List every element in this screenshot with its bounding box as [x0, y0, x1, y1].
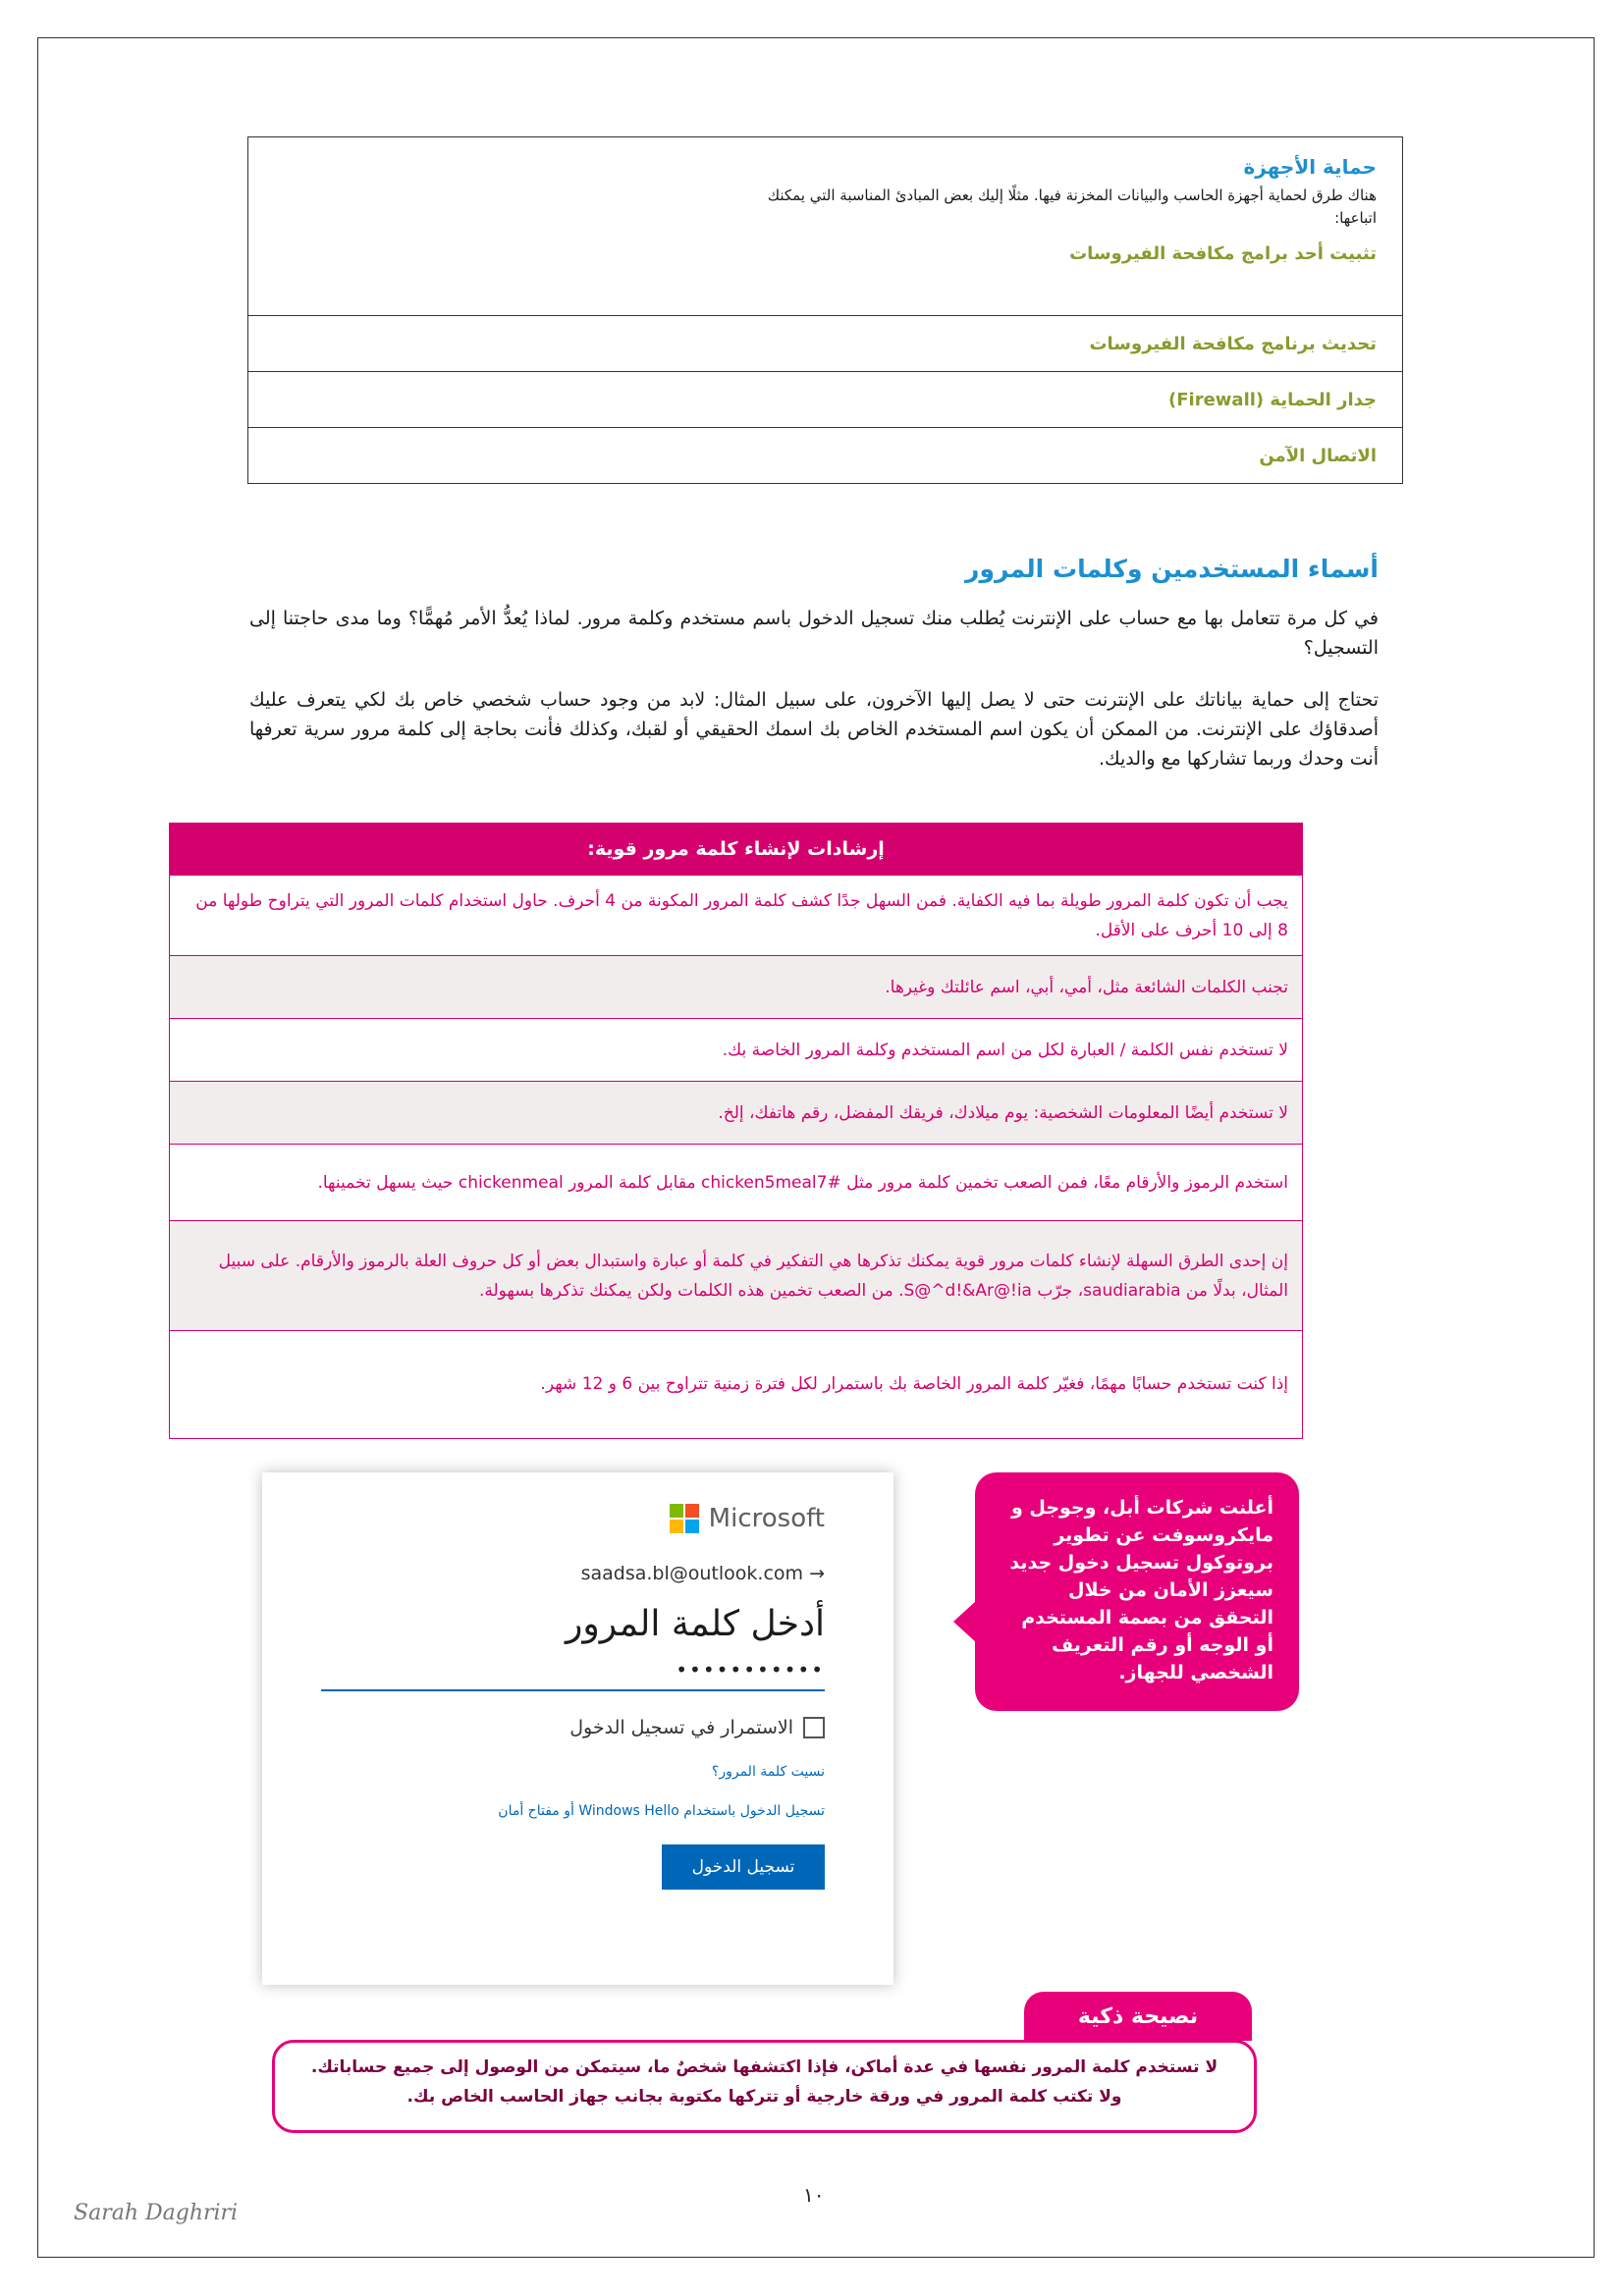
callout-pointer: [953, 1600, 977, 1643]
keep-signed-in-label: الاستمرار في تسجيل الدخول: [569, 1717, 793, 1738]
guideline-row: يجب أن تكون كلمة المرور طويلة بما فيه الكفاية. فمن السهل جدًا كشف كلمة المرور المكونة من 4 أحرف. حاول استخدام كلمات المرور التي يتراوح طولها من 8 إلى 10 أحرف على الأقل.: [170, 875, 1302, 955]
device-protection-item: تثبيت أحد برامج مكافحة الفيروسات: [1069, 243, 1377, 264]
smart-tip-box: [272, 2040, 1257, 2133]
guidelines-title: إرشادات لإنشاء كلمة مرور قوية:: [170, 824, 1302, 875]
login-title: أدخل كلمة المرور: [565, 1604, 825, 1644]
smart-tip-title: نصيحة ذكية: [1024, 1992, 1252, 2041]
device-protection-table: [247, 136, 1403, 484]
device-protection-title: حماية الأجهزة: [1243, 155, 1377, 179]
smart-tip-line: لا تستخدم كلمة المرور نفسها في عدة أماكن، فإذا اكتشفها شخصٌ ما، سيتمكن من الوصول إلى جميع حساباتك.: [310, 2057, 1218, 2077]
device-protection-item: تحديث برنامج مكافحة الفيروسات: [248, 316, 1402, 372]
guideline-row: لا تستخدم نفس الكلمة / العبارة لكل من اسم المستخدم وكلمة المرور الخاصة بك.: [170, 1018, 1302, 1081]
page-number: ١٠: [803, 2183, 825, 2207]
account-email[interactable]: saadsa.bl@outlook.com →: [580, 1563, 825, 1584]
password-input[interactable]: •••••••••••: [321, 1658, 825, 1691]
forgot-password-link[interactable]: نسيت كلمة المرور؟: [711, 1764, 825, 1780]
section-title: أسماء المستخدمين وكلمات المرور: [965, 555, 1379, 583]
guideline-row: إذا كنت تستخدم حسابًا مهمًا، فغيّر كلمة المرور الخاصة بك باستمرار لكل فترة زمنية تتراوح بين 6 و 12 شهر.: [170, 1330, 1302, 1436]
device-protection-text: هناك طرق لحماية أجهزة الحاسب والبيانات المخزنة فيها. مثلًا إليك بعض المبادئ المناسبة التي يمكنك اتباعها:: [767, 187, 1377, 227]
news-callout-text: أعلنت شركات أبل، وجوجل و مايكروسوفت عن تطوير بروتوكول تسجيل دخول جديد سيعزز الأمان من خلال التحقق من بصمة المستخدم أو الوجه أو رقم التعريف الشخصي للجهاز.: [1009, 1497, 1273, 1683]
windows-hello-link[interactable]: تسجيل الدخول باستخدام Windows Hello أو مفتاح أمان: [498, 1803, 825, 1819]
keep-signed-in-checkbox[interactable]: [321, 1717, 825, 1738]
guideline-row: تجنب الكلمات الشائعة مثل، أمي، أبي، اسم عائلتك وغيرها.: [170, 955, 1302, 1018]
device-protection-item: الاتصال الآمن: [1259, 445, 1377, 466]
guideline-row: استخدم الرموز والأرقام معًا، فمن الصعب تخمين كلمة مرور مثل chicken5meal7# مقابل كلمة المرور chickenmeal حيث يسهل تخمينها.: [170, 1144, 1302, 1220]
guideline-row: لا تستخدم أيضًا المعلومات الشخصية: يوم ميلادك، فريقك المفضل، رقم هاتفك، إلخ.: [170, 1081, 1302, 1144]
microsoft-logo: [321, 1498, 825, 1539]
news-callout: [975, 1472, 1299, 1711]
checkbox-icon[interactable]: [803, 1717, 825, 1738]
author-signature: Sarah Daghriri: [74, 2201, 239, 2225]
microsoft-logo-icon: [670, 1504, 699, 1533]
device-protection-item: جدار الحماية (Firewall): [248, 372, 1402, 428]
section-paragraph: تحتاج إلى حماية بياناتك على الإنترنت حتى لا يصل إليها الآخرون، على سبيل المثال: لابد من وجود حساب شخصي خاص بك لكي يتعرف عليك أصدقاؤك على الإنترنت. من الممكن أن يكون اسم المستخدم الخاص بك اسمك الحقيقي أو لقبك، وكذلك فأنت بحاجة إلى كلمة مرور سرية تعرفها أنت وحدك وربما تشاركها مع والديك.: [249, 689, 1379, 770]
smart-tip-line: ولا تكتب كلمة المرور في ورقة خارجية أو تتركها مكتوبة بجانب جهاز الحاسب الخاص بك.: [406, 2087, 1122, 2107]
microsoft-login-card: [262, 1472, 893, 1985]
guideline-row: إن إحدى الطرق السهلة لإنشاء كلمات مرور قوية يمكنك تذكرها هي التفكير في كلمة أو عبارة واستبدال بعض أو كل حروف العلة بالرموز والأرقام. على سبيل المثال، بدلًا من saudiarabia، جرّب S@^d!&Ar@!ia. من الصعب تخمين هذه الكلمات ولكن يمكنك تذكرها بسهولة.: [170, 1220, 1302, 1330]
password-guidelines-table: [169, 823, 1303, 1439]
sign-in-button[interactable]: تسجيل الدخول: [662, 1844, 825, 1890]
microsoft-brand: Microsoft: [708, 1504, 825, 1533]
section-paragraph: في كل مرة تتعامل بها مع حساب على الإنترنت يُطلب منك تسجيل الدخول باسم مستخدم وكلمة مرور. لماذا يُعدُّ الأمر مُهمًّا؟ وما مدى حاجتنا إلى التسجيل؟: [249, 608, 1379, 659]
device-protection-intro: [248, 137, 1402, 316]
